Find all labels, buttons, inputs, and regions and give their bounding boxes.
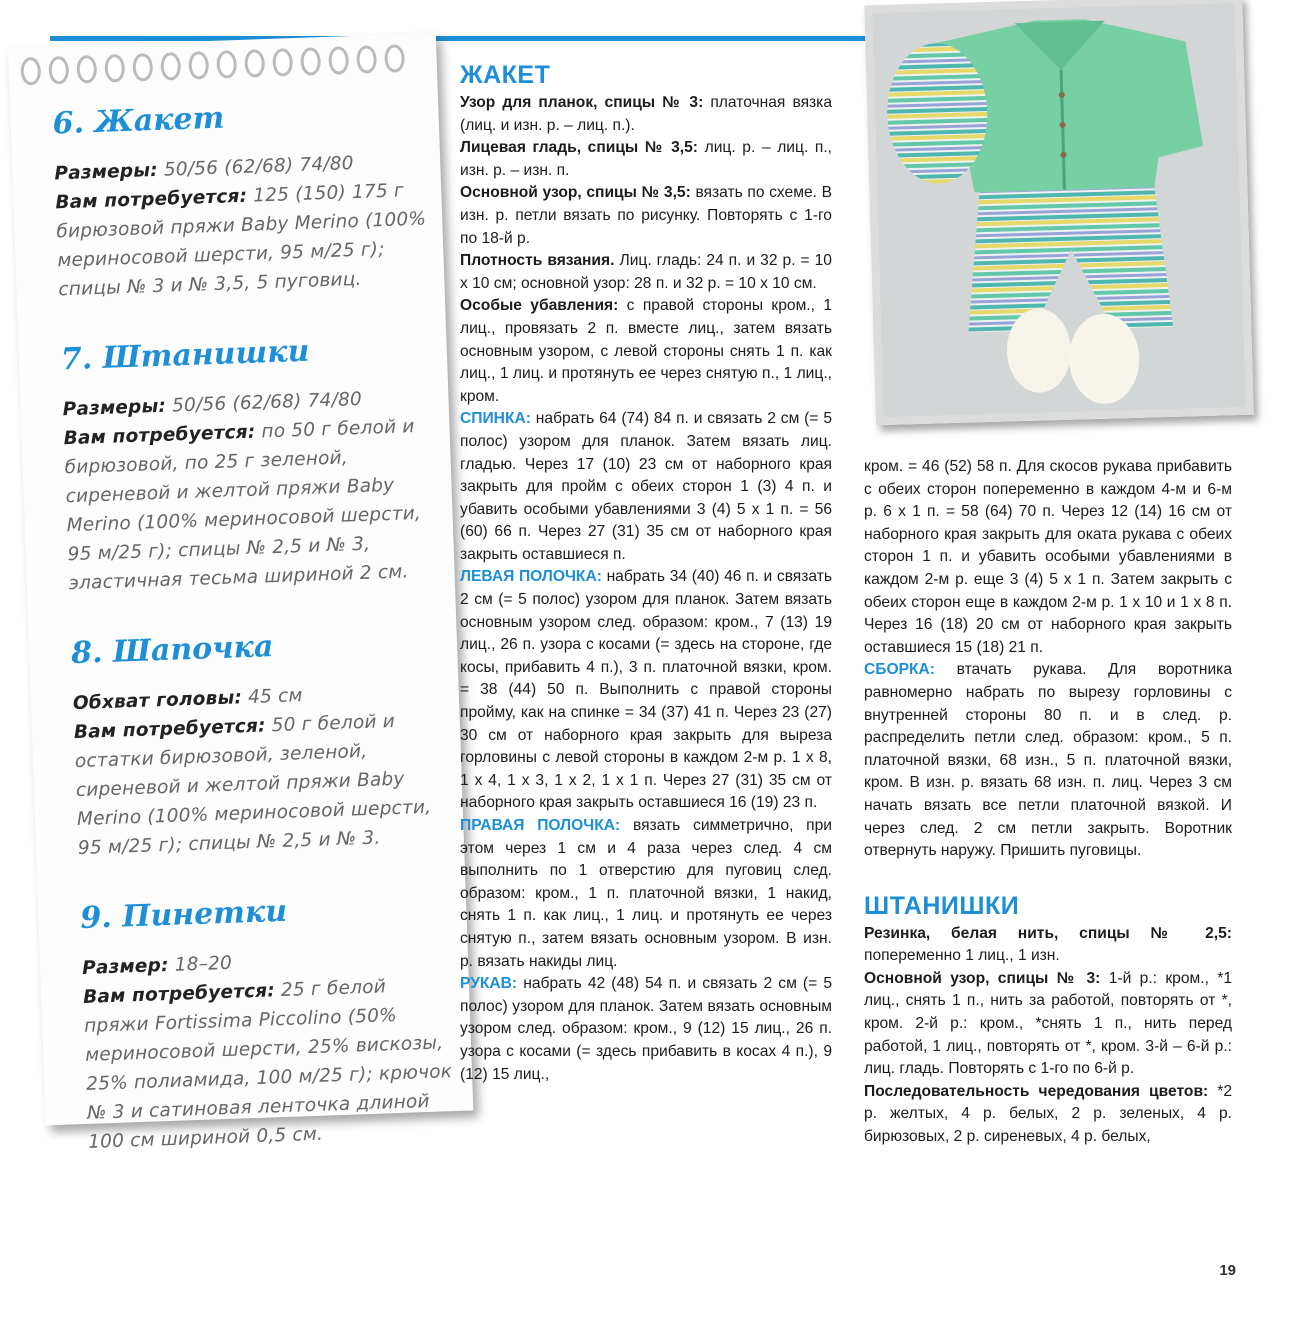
paragraph: Лицевая гладь, спицы № 3,5: лиц. р. – лиц. п., изн. р. – изн. п. <box>460 139 832 179</box>
photo-illustration <box>864 0 1254 425</box>
paragraph: Основной узор, спицы № 3: 1-й р.: кром., *1 лиц., снять 1 п., нить за работой, повторять от *, кром. 2-й р.: кром., *снять 1 п., нить перед работой, 1 лиц., повторять от *, кром. 3-й – 6-й р.: лиц. гладь. Повторять с 1-го по 6-й р. <box>864 969 1232 1078</box>
jacket-heading: ЖАКЕТ <box>460 61 551 89</box>
knitted-set-photo <box>864 0 1254 425</box>
booties-materials: Вам потребуется: 25 г белой пряжи Fortissima Piccolino (50% мериносовой шерсти, 25% вискозы, 25% полиамида, 100 м/25 г); крючок № 3 и сатиновая ленточка длиной 100 см шириной 0,5 см. <box>82 976 453 1153</box>
jacket-sizes: Размеры: 50/56 (62/68) 74/80 <box>54 153 355 185</box>
section-title-jacket: 6. Жакет <box>52 100 225 142</box>
pants-heading: ШТАНИШКИ <box>864 891 1020 920</box>
paragraph: кром. = 46 (52) 58 п. Для скосов рукава прибавить с обеих сторон попеременно в каждом 4-м и 6-м р. 6 х 1 п. = 58 (64) 70 п. Через 12 (14) 16 см от наборного края закрыть для оката рукава с обеих сторон 1 п. и убавить особыми убавлениями в каждом 2-м р. еще 3 (4) 5 х 1 п. Затем закрыть с обеих сторон еще в каждом 2-м р. 1 х 10 и 1 х 8 п. Через 16 (18) 20 см от наборного края закрыть оставшиеся 15 (18) 21 п. <box>864 458 1232 656</box>
jacket-materials: Вам потребуется: 125 (150) 175 г бирюзовой пряжи Baby Merino (100% мериносовой шерсти, 95 м/25 г); спицы № 3 и № 3,5, 5 пуговиц. <box>55 180 427 301</box>
jacket-instructions <box>460 60 832 1086</box>
paragraph: СПИНКА: набрать 64 (74) 84 п. и связать 2 см (= 5 полос) узором для планок. Затем вязать лиц. гладью. Через 17 (10) 23 см от наборного края закрыть для пройм с обеих сторон 1 (3) 4 п. и убавить особыми убавлениями 3 (4) 5 х 1 п. = 56 (60) 66 п. Через 27 (31) 35 см от наборного края закрыть оставшиеся п. <box>460 410 832 563</box>
spiral-binding <box>8 37 437 92</box>
paragraph: РУКАВ: набрать 42 (48) 54 п. и связать 2 см (= 5 полос) узором для планок. Затем вязать основным узором след. образом: кром., 9 (12) 15 лиц., 26 п. узора с косами (= здесь прибавить в косах 4 п.), 9 (12) 15 лиц., <box>460 975 832 1083</box>
booties-size: Размер: 18–20 <box>81 952 233 979</box>
section-title-pants: 7. Штанишки <box>60 333 310 378</box>
page-number: 19 <box>1219 1262 1236 1279</box>
section-title-hat: 8. Шапочка <box>70 629 274 672</box>
paragraph: ЛЕВАЯ ПОЛОЧКА: набрать 34 (40) 46 п. и связать 2 см (= 5 полос) узором для планок. Затем вязать основным узором след. образом: кром., 7 (13) 19 лиц., 26 п. узора с косами (= здесь на стороне, где косы, прибавить 4 п.), 3 п. платочной вязки, кром. = 38 (44) 50 п. Выполнить с правой стороны пройму, как на спинке = 34 (37) 41 п. Через 23 (27) 30 см от наборного края закрыть для выреза горловины с левой стороны в каждом 2-м р. 1 х 8, 1 х 4, 1 х 3, 1 х 2, 1 х 1 п. Через 27 (31) 35 см от наборного края закрыть оставшиеся 16 (19) 23 п. <box>460 568 832 812</box>
paragraph: Особые убавления: с правой стороны кром., 1 лиц., провязать 2 п. вместе лиц., затем вязать основным узором, с левой стороны снять 1 п. как лиц., 1 лиц. и протянуть ее через снятую п., 1 лиц., кром. <box>460 297 832 405</box>
right-column <box>864 456 1232 1149</box>
pants-sizes: Размеры: 50/56 (62/68) 74/80 <box>62 388 363 421</box>
paragraph: Резинка, белая нить, спицы № 2,5: попеременно 1 лиц., 1 изн. <box>864 924 1232 965</box>
hat-materials: Вам потребуется: 50 г белой и остатки бирюзовой, зеленой, сиреневой и желтой пряжи Baby Merino (100% мериносовой шерсти, 95 м/25 г); спицы № 2,5 и № 3. <box>73 710 432 860</box>
materials-card <box>8 33 473 1153</box>
paragraph: Последовательность чередования цветов: *2 р. желтых, 4 р. белых, 2 р. зеленых, 4 р. бирюзовых, 2 р. сиреневых, 4 р. белых, <box>864 1082 1233 1146</box>
paragraph: СБОРКА: втачать рукава. Для воротника равномерно набрать по вырезу горловины с внутренней стороны 80 п. и в след. р. распределить петли след. образом: кром., 5 п. платочной вязки, 68 изн., 5 п. платочной вязки, кром. В изн. р. вязать 68 изн. п. лиц. Через 3 см начать вязать все петли платочной вязкой. И через след. 2 см петли закрыть. Воротник отвернуть наружу. Пришить пуговицы. <box>864 661 1232 860</box>
section-title-booties: 9. Пинетки <box>79 893 288 936</box>
top-rule <box>50 36 885 41</box>
paragraph: Основной узор, спицы № 3,5: вязать по схеме. В изн. р. петли вязать по рисунку. Повторять с 1-го по 18-й р. <box>460 184 832 247</box>
paragraph: Плотность вязания. Лиц. гладь: 24 п. и 32 р. = 10 х 10 см; основной узор: 28 п. и 32 р. = 10 х 10 см. <box>460 252 832 292</box>
pants-materials: Вам потребуется: по 50 г белой и бирюзовой, по 25 г зеленой, сиреневой и желтой пряжи Baby Merino (100% мериносовой шерсти, 95 м/25 г); спицы № 2,5 и № 3, эластичная тесьма шириной 2 см. <box>63 416 422 595</box>
hat-size: Обхват головы: 45 см <box>72 685 303 715</box>
paragraph: ПРАВАЯ ПОЛОЧКА: вязать симметрично, при этом через 1 см и 4 раза через след. 4 см выполнить по 1 отверстию для пуговиц след. образом: кром., 1 п. платочной вязки, 1 накид, снять 1 п. как лиц., 1 лиц. и протянуть ее через снятую п., затем вязать основным узором. В изн. р. вязать накиды лиц. <box>460 817 833 970</box>
paragraph: Узор для планок, спицы № 3: платочная вязка (лиц. и изн. р. – лиц. п.). <box>460 94 832 134</box>
